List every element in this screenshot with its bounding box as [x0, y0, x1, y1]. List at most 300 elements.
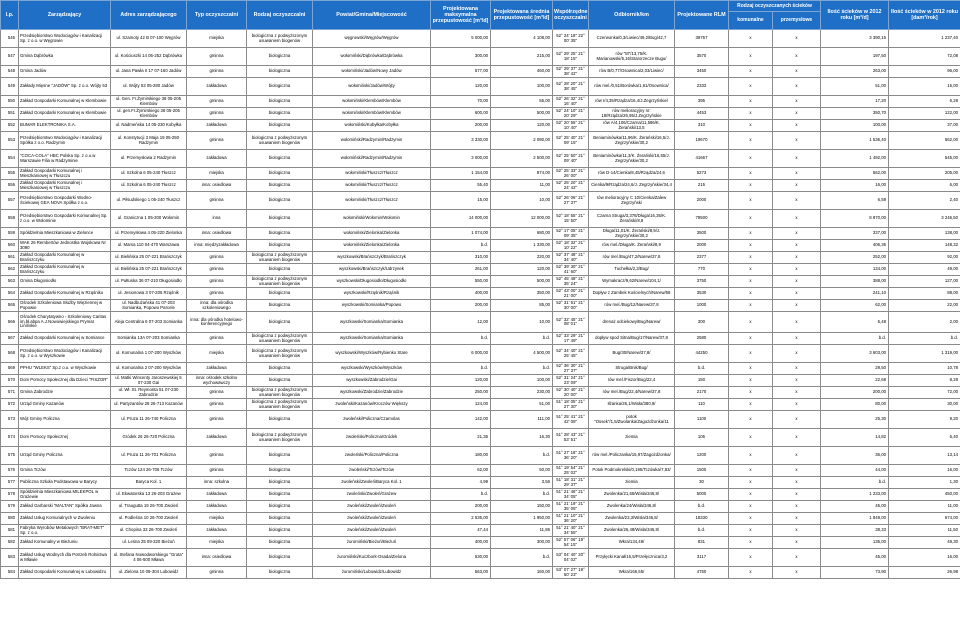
- cell-max-capacity: 142,00: [431, 411, 491, 429]
- cell-address: Aleja Centralna 6 07-203 Somianka: [111, 312, 187, 333]
- table-row: [1, 525, 960, 537]
- cell-receiver: Dopływ z Zambek Kościelnych/Narew/58: [589, 288, 675, 300]
- cell-industrial: x: [773, 66, 821, 78]
- cell-flow-m3: 45,00: [821, 501, 889, 513]
- cell-location: wyszkowski/Somianka/Somianka: [313, 312, 431, 333]
- cell-rlm: 5000: [675, 489, 729, 501]
- cell-plant-type: gminna: [187, 252, 247, 264]
- cell-industrial: x: [773, 168, 821, 180]
- cell-address: ul. Stefana Nowodworskiego "Grota" 4 06-500 Mława: [111, 549, 187, 567]
- cell-communal: x: [729, 264, 773, 276]
- table-row: [1, 333, 960, 345]
- cell-plant-type: miejska: [187, 30, 247, 48]
- table-row: [1, 168, 960, 180]
- cell-manager: Urząd Gminy Policzna: [19, 447, 111, 465]
- header-zarzadzajacy: Zarządzający: [19, 1, 111, 30]
- cell-address: ul. Komunalna 2 07-200 Wyszków: [111, 363, 187, 375]
- cell-communal: x: [729, 411, 773, 429]
- cell-avg-capacity: 11,86: [491, 525, 553, 537]
- cell-communal: x: [729, 300, 773, 312]
- cell-industrial: x: [773, 363, 821, 375]
- cell-industrial: x: [773, 537, 821, 549]
- cell-rlm: 2580: [675, 333, 729, 345]
- cell-communal: x: [729, 48, 773, 66]
- cell-address: ul. Jesionowa 3 07-205 Rząśnik: [111, 288, 187, 300]
- cell-plant-type: gminna: [187, 66, 247, 78]
- table-row: [1, 30, 960, 48]
- cell-address: ul. Zielona 10 09-304 Lubowidz: [111, 567, 187, 579]
- cell-communal: x: [729, 312, 773, 333]
- cell-industrial: x: [773, 288, 821, 300]
- cell-plant-type: inna: dla ośrodka szkoleniowego: [187, 300, 247, 312]
- cell-max-capacity: 180,00: [431, 447, 491, 465]
- cell-flow-m3: 562,00: [821, 168, 889, 180]
- cell-receiver: rów mel./Bug/12/Narew/37,8: [589, 300, 675, 312]
- cell-address: ul. Podleśna 10 26-700 Zwoleń: [111, 513, 187, 525]
- cell-row-number: 563: [1, 276, 19, 288]
- cell-rlm: 110: [675, 399, 729, 411]
- cell-flow-dam3: 450,00: [889, 489, 960, 501]
- cell-avg-capacity: 874,00: [491, 168, 553, 180]
- cell-communal: x: [729, 345, 773, 363]
- cell-manager: Urząd Gminy Kazanów: [19, 399, 111, 411]
- cell-flow-dam3: 88,00: [889, 288, 960, 300]
- cell-receiver: rów D-14/Cienka/8,45/Rządza/24,6: [589, 168, 675, 180]
- cell-flow-dam3: 22,00: [889, 300, 960, 312]
- cell-location: żuromiński/Bieżuń/Bieżuń: [313, 537, 431, 549]
- cell-industrial: x: [773, 96, 821, 108]
- cell-location: wołomiński/Zielonka/Zielonka: [313, 228, 431, 240]
- cell-plant-kind: biologiczna: [247, 96, 313, 108]
- cell-industrial: x: [773, 447, 821, 465]
- cell-receiver: Zwolenka/24/Wisła/346,8/: [589, 501, 675, 513]
- cell-location: wołomiński/Jadów/Nowy Jadów: [313, 66, 431, 78]
- cell-flow-dam3: 2,40: [889, 192, 960, 210]
- header-odbiornik: Odbiornik/km: [589, 1, 675, 30]
- cell-avg-capacity: 120,00: [491, 120, 553, 132]
- cell-plant-type: inna: osiedlowa: [187, 549, 247, 567]
- cell-plant-kind: biologiczna z podwyższonym usuwaniem biogenów: [247, 333, 313, 345]
- cell-row-number: 565: [1, 300, 19, 312]
- cell-flow-m3: 44,00: [821, 465, 889, 477]
- cell-receiver: Przyłęcki Kanał/15,5/Przełęcznica/3,2: [589, 549, 675, 567]
- cell-plant-type: gminna: [187, 411, 247, 429]
- cell-plant-kind: biologiczna: [247, 192, 313, 210]
- cell-plant-kind: biologiczna: [247, 288, 313, 300]
- table-row: [1, 363, 960, 375]
- cell-coordinates: 52° 31' 51'' 21° 30' 00'': [553, 300, 589, 312]
- cell-plant-type: zakładowa: [187, 501, 247, 513]
- cell-location: zwoleński/Tczów/Tczów: [313, 465, 431, 477]
- cell-coordinates: 52° 18' 55'' 21° 15' 50'': [553, 210, 589, 228]
- cell-location: zwoleński/Zwoleń/Zwoleń: [313, 525, 431, 537]
- cell-flow-m3: 388,00: [821, 276, 889, 288]
- cell-address: Tczów 124 26-706 Tczów: [111, 465, 187, 477]
- cell-flow-m3: 100,00: [821, 120, 889, 132]
- cell-receiver: Czerwonka/0,3/Liwiec/49,2/Bug/42,7: [589, 30, 675, 48]
- cell-row-number: 581: [1, 525, 19, 537]
- cell-flow-m3: 200,00: [821, 387, 889, 399]
- table-row: [1, 567, 960, 579]
- cell-rlm: 310: [675, 120, 729, 132]
- cell-rlm: 3450: [675, 66, 729, 78]
- table-header: [1, 1, 960, 30]
- cell-receiver: Wymakracz/9,62/Narew/104,1/: [589, 276, 675, 288]
- cell-location: zwoleński/Zwoleń/Grażew: [313, 489, 431, 501]
- cell-row-number: 576: [1, 465, 19, 477]
- cell-coordinates: 52° 26' 32'' 21° 16' 40'': [553, 96, 589, 108]
- cell-address: Gródek 26 26-720 Policzna: [111, 429, 187, 447]
- cell-max-capacity: 200,00: [431, 300, 491, 312]
- cell-max-capacity: 200,00: [431, 120, 491, 132]
- cell-flow-m3: 1 233,00: [821, 489, 889, 501]
- cell-communal: x: [729, 252, 773, 264]
- cell-plant-type: inna: [187, 210, 247, 228]
- cell-plant-type: zakładowa: [187, 120, 247, 132]
- cell-receiver: Iłżanka/26,1/Wisła/380,9/: [589, 399, 675, 411]
- cell-coordinates: 52° 20' 55'' 21° 10' 40'': [553, 120, 589, 132]
- cell-communal: x: [729, 447, 773, 465]
- cell-row-number: 577: [1, 477, 19, 489]
- cell-avg-capacity: 11,00: [491, 180, 553, 192]
- cell-avg-capacity: 220,00: [491, 252, 553, 264]
- cell-address: ul. Leśna 25 09-320 Bieżuń: [111, 537, 187, 549]
- cell-max-capacity: b.d.: [431, 489, 491, 501]
- table-row: [1, 549, 960, 567]
- cell-address: ul. Bielińska 25 07-221 Brańszczyk: [111, 252, 187, 264]
- cell-max-capacity: 21,35: [431, 429, 491, 447]
- cell-location: wołomiński/Radzymin/Radzymin: [313, 132, 431, 150]
- cell-row-number: 579: [1, 501, 19, 513]
- cell-row-number: 550: [1, 96, 19, 108]
- cell-location: wołomiński/Kobyłka/Kobyłka: [313, 120, 431, 132]
- cell-rlm: b.d.: [675, 501, 729, 513]
- table-body: [1, 30, 960, 579]
- cell-industrial: x: [773, 108, 821, 120]
- cell-communal: x: [729, 465, 773, 477]
- cell-manager: PPHU "WLEKS" Sp.z o.o. w Wyszkowie: [19, 363, 111, 375]
- cell-row-number: 571: [1, 387, 19, 399]
- cell-location: żuromiński/Kuczbork-Osada/Zielona: [313, 549, 431, 567]
- cell-coordinates: 52° 29' 25'' 21° 18' 15'': [553, 48, 589, 66]
- cell-manager: Ośrodek Charytatywno - Szkoleniowy Caritas im.bł.abpa A.J.Nowowiejskiego Prymat Lińińskie: [19, 312, 111, 333]
- cell-row-number: 572: [1, 399, 19, 411]
- table-row: [1, 150, 960, 168]
- cell-max-capacity: 200,00: [431, 501, 491, 513]
- cell-plant-kind: biologiczna: [247, 489, 313, 501]
- cell-flow-dam3: 148,32: [889, 240, 960, 252]
- cell-location: wołomiński/Jadów/Wójty: [313, 78, 431, 96]
- cell-plant-type: miejska: [187, 537, 247, 549]
- cell-rlm: 39767: [675, 30, 729, 48]
- cell-communal: x: [729, 180, 773, 192]
- cell-rlm: 44250: [675, 345, 729, 363]
- cell-flow-dam3: 37,00: [889, 120, 960, 132]
- cell-manager: Zakład Gospodarki Komunalnej w Brańszczyku: [19, 264, 111, 276]
- cell-industrial: x: [773, 525, 821, 537]
- header-rodzaj-sciekow: Rodzaj oczyszczanych ścieków: [729, 1, 821, 12]
- cell-max-capacity: 400,00: [431, 288, 491, 300]
- cell-coordinates: 52° 26' 06'' 21° 27' 37'': [553, 192, 589, 210]
- cell-manager: Ośrodek Szkoleniowa Służby Więziennej w Popowie: [19, 300, 111, 312]
- cell-plant-kind: biologiczna z podwyższonym usuwaniem biogenów: [247, 345, 313, 363]
- cell-coordinates: 52° 33' 29'' 21° 17' 49'': [553, 333, 589, 345]
- cell-flow-dam3: 562,00: [889, 132, 960, 150]
- cell-avg-capacity: b.d.: [491, 333, 553, 345]
- cell-location: wołomiński/Wołomin/Wołomin: [313, 210, 431, 228]
- cell-plant-kind: biologiczna: [247, 447, 313, 465]
- cell-flow-dam3: 10,78: [889, 363, 960, 375]
- cell-plant-type: miejska: [187, 168, 247, 180]
- cell-rlm: 300: [675, 312, 729, 333]
- cell-max-capacity: 47,44: [431, 525, 491, 537]
- header-lp: l.p.: [1, 1, 19, 30]
- cell-receiver: rów melioracyjny C 10/Cienka/Zalew Zegrzyński: [589, 192, 675, 210]
- cell-communal: x: [729, 375, 773, 387]
- table-row: [1, 399, 960, 411]
- cell-industrial: x: [773, 387, 821, 399]
- cell-avg-capacity: 120,00: [491, 264, 553, 276]
- cell-rlm: 3117: [675, 549, 729, 567]
- cell-address: ul. Ekwatorska 13 26-203 Grażew: [111, 489, 187, 501]
- cell-flow-dam3: 1,30: [889, 477, 960, 489]
- cell-flow-m3: 197,50: [821, 48, 889, 66]
- cell-avg-capacity: 300,00: [491, 537, 553, 549]
- cell-row-number: 561: [1, 252, 19, 264]
- cell-row-number: 573: [1, 411, 19, 429]
- cell-manager: Zakład Garbarski "MALTAN" Spółka Jawna: [19, 501, 111, 513]
- cell-receiver: rów mel./Bug/22,4/Narew/37,8: [589, 387, 675, 399]
- cell-manager: Zakład Gospodarki Komunalnej w Klembowie: [19, 108, 111, 120]
- cell-flow-m3: 25,30: [821, 411, 889, 429]
- cell-location: wyszkowski/Zabrodzie/Gai: [313, 375, 431, 387]
- cell-address: ul. Traugutta 19 26-700 Zwoleń: [111, 501, 187, 513]
- cell-max-capacity: 62,00: [431, 465, 491, 477]
- cell-industrial: x: [773, 30, 821, 48]
- cell-coordinates: 51° 18' 31'' 21° 29' 37'': [553, 477, 589, 489]
- table-row: [1, 537, 960, 549]
- cell-flow-dam3: 92,00: [889, 252, 960, 264]
- cell-plant-kind: biologiczna: [247, 78, 313, 96]
- cell-coordinates: 53° 07' 27'' 19° 50' 23'': [553, 567, 589, 579]
- cell-plant-kind: biologiczna: [247, 300, 313, 312]
- cell-flow-m3: 36,00: [821, 447, 889, 465]
- cell-max-capacity: 15,00: [431, 192, 491, 210]
- cell-plant-type: gminna: [187, 333, 247, 345]
- cell-industrial: x: [773, 399, 821, 411]
- cell-row-number: 547: [1, 48, 19, 66]
- cell-manager: Zakład Gospodarki Komunalnej w Rząśniku: [19, 288, 111, 300]
- cell-avg-capacity: 215,00: [491, 48, 553, 66]
- cell-plant-kind: biologiczna: [247, 48, 313, 66]
- cell-receiver: Czarna Struga/3,378/Długa/16,35/K. Żerański/8,9: [589, 210, 675, 228]
- cell-communal: x: [729, 240, 773, 252]
- cell-manager: Spółdzielnia Mieszkaniowa w Zielonce: [19, 228, 111, 240]
- table-row: [1, 132, 960, 150]
- cell-manager: Gmina Jadów: [19, 66, 111, 78]
- cell-communal: x: [729, 567, 773, 579]
- cell-max-capacity: b.d.: [431, 363, 491, 375]
- cell-max-capacity: 1 154,00: [431, 168, 491, 180]
- cell-flow-dam3: 11,00: [889, 501, 960, 513]
- cell-industrial: x: [773, 210, 821, 228]
- cell-avg-capacity: 10,00: [491, 192, 553, 210]
- cell-coordinates: 51° 27' 18'' 21° 36' 20'': [553, 447, 589, 465]
- table-row: [1, 429, 960, 447]
- cell-plant-type: miejska: [187, 345, 247, 363]
- cell-max-capacity: b.d.: [431, 240, 491, 252]
- cell-receiver: potok "Ossek"/1,5/Zwolanka/Zagożdżonka/11: [589, 411, 675, 429]
- cell-flow-m3: 241,10: [821, 288, 889, 300]
- header-adres: Adres zarządzającego: [111, 1, 187, 30]
- cell-industrial: x: [773, 477, 821, 489]
- header-ilosc-dam3: Ilość ścieków w 2012 roku [dam³/rok]: [889, 1, 960, 30]
- cell-rlm: 79500: [675, 210, 729, 228]
- cell-row-number: 560: [1, 240, 19, 252]
- cell-communal: x: [729, 30, 773, 48]
- cell-flow-dam3: 72,08: [889, 48, 960, 66]
- cell-row-number: 583: [1, 549, 19, 567]
- cell-plant-type: inna: osiedlowa: [187, 228, 247, 240]
- cell-rlm: 1100: [675, 411, 729, 429]
- cell-row-number: 580: [1, 513, 19, 525]
- cell-receiver: rów mel./Bug/47,2/Narew/37,8: [589, 252, 675, 264]
- cell-address: ul. Pruza 11 26-740 Policzna: [111, 411, 187, 429]
- cell-receiver: ziemia: [589, 477, 675, 489]
- cell-rlm: 30: [675, 477, 729, 489]
- table-row: [1, 513, 960, 525]
- cell-flow-m3: 62,00: [821, 300, 889, 312]
- cell-coordinates: 52° 57' 06'' 19° 54' 15'': [553, 537, 589, 549]
- cell-address: ul. Szkolna 6 05-240 Tłuszcz: [111, 180, 187, 192]
- cell-flow-m3: 6,59: [821, 192, 889, 210]
- cell-coordinates: 52° 29' 37'' 21° 38' 42'': [553, 66, 589, 78]
- cell-max-capacity: b.d.: [431, 333, 491, 345]
- cell-plant-kind: biologiczna z podwyższonym usuwaniem biogenów: [247, 387, 313, 399]
- cell-plant-kind: biologiczna: [247, 180, 313, 192]
- cell-rlm: 1500: [675, 465, 729, 477]
- cell-address: ul. Bielińska 25 07-221 Brańszczyk: [111, 264, 187, 276]
- cell-coordinates: 51° 25' 41'' 21° 42' 08'': [553, 411, 589, 429]
- cell-avg-capacity: 3,56: [491, 477, 553, 489]
- cell-plant-kind: biologiczna: [247, 411, 313, 429]
- cell-address: ul. Partyzantów 28 26-713 Kazanów: [111, 399, 187, 411]
- cell-max-capacity: 120,00: [431, 375, 491, 387]
- cell-location: wyszkowski/Somianka/Popowo: [313, 300, 431, 312]
- cell-location: wyszkowski/Wyszków/Wyszków: [313, 363, 431, 375]
- cell-avg-capacity: 4 500,00: [491, 345, 553, 363]
- cell-plant-kind: biologiczna: [247, 168, 313, 180]
- cell-manager: Zakład Gospodarki Komunalnej w Lubowidzu: [19, 567, 111, 579]
- cell-row-number: 552: [1, 120, 19, 132]
- cell-manager: Zakład Gospodarki Komunalnej i Mieszkaniowej w Tłuszczu: [19, 180, 111, 192]
- cell-industrial: x: [773, 345, 821, 363]
- cell-receiver: rów mel./0,51/Borówka/1,61/Osownica/: [589, 78, 675, 96]
- cell-manager: Przedsiębiorstwo Gospodarki Wodno-Ściekowej GEA NOVA Spółka z o.o.: [19, 192, 111, 210]
- header-ilosc-m3: Ilość ścieków w 2012 roku [m³/d]: [821, 1, 889, 30]
- cell-receiver: Beniaminówka/11,96/K. Żerański/16,5/J. Zegrzyńskie/30,2: [589, 132, 675, 150]
- cell-industrial: x: [773, 78, 821, 96]
- cell-row-number: 562: [1, 264, 19, 276]
- table-row: [1, 96, 960, 108]
- cell-manager: Przedsiębiorstwo Wodociągów i Kanalizacji Sp. z o.o. w Wyszkowie: [19, 345, 111, 363]
- cell-communal: x: [729, 150, 773, 168]
- cell-address: ul. Graniczna 1 05-200 Wołomin: [111, 210, 187, 228]
- table-row: [1, 387, 960, 399]
- cell-plant-type: gminna: [187, 192, 247, 210]
- cell-manager: Zakład Gospodarki Komunalnej w Somiance: [19, 333, 111, 345]
- table-row: [1, 312, 960, 333]
- cell-plant-kind: biologiczna z podwyższonym usuwaniem biogenów: [247, 30, 313, 48]
- cell-rlm: 5273: [675, 168, 729, 180]
- cell-rlm: 2000: [675, 192, 729, 210]
- cell-flow-dam3: 49,00: [889, 264, 960, 276]
- cell-avg-capacity: 1 950,00: [491, 513, 553, 525]
- cell-industrial: x: [773, 192, 821, 210]
- cell-flow-dam3: 13,14: [889, 447, 960, 465]
- table-row: [1, 228, 960, 240]
- cell-communal: x: [729, 477, 773, 489]
- cell-coordinates: 52° 17' 05'' 21° 09' 35'': [553, 228, 589, 240]
- cell-avg-capacity: 2 500,00: [491, 150, 553, 168]
- cell-communal: x: [729, 399, 773, 411]
- cell-communal: x: [729, 525, 773, 537]
- cell-receiver: rów mel./Długa/K. Żerański/8,9: [589, 240, 675, 252]
- cell-plant-type: gminna: [187, 465, 247, 477]
- cell-location: wyszkowski/Długosiodło/Długosiodło: [313, 276, 431, 288]
- table-row: [1, 108, 960, 120]
- cell-industrial: x: [773, 252, 821, 264]
- cell-location: zwoleński/Zwoleń/Zwoleń: [313, 501, 431, 513]
- cell-flow-m3: 134,00: [821, 264, 889, 276]
- cell-flow-dam3: 11,50: [889, 525, 960, 537]
- cell-coordinates: 52° 18' 32'' 21° 10' 22'': [553, 240, 589, 252]
- cell-industrial: x: [773, 549, 821, 567]
- cell-address: Somianka 13A 07-203 Somianka: [111, 333, 187, 345]
- cell-row-number: 569: [1, 363, 19, 375]
- cell-location: zwoleński/Policzna/Czarnolas: [313, 411, 431, 429]
- cell-plant-type: inna: dla ośrodka hotelowo-konferencyjnego: [187, 312, 247, 333]
- cell-avg-capacity: 500,00: [491, 108, 553, 120]
- cell-flow-dam3: 16,00: [889, 549, 960, 567]
- cell-avg-capacity: b.d.: [491, 447, 553, 465]
- cell-coordinates: 52° 39' 30'' 21° 41' 60'': [553, 264, 589, 276]
- cell-max-capacity: 577,00: [431, 66, 491, 78]
- cell-plant-type: zakładowa: [187, 489, 247, 501]
- cell-row-number: 575: [1, 447, 19, 465]
- cell-max-capacity: 3 330,00: [431, 132, 491, 150]
- cell-plant-kind: biologiczna z podwyższonym usuwaniem biogenów: [247, 429, 313, 447]
- cell-communal: x: [729, 513, 773, 525]
- cell-flow-dam3: 1 319,00: [889, 345, 960, 363]
- cell-location: wyszkowski/Rząśnik/Rząśnik: [313, 288, 431, 300]
- cell-industrial: x: [773, 132, 821, 150]
- cell-plant-kind: biologiczna z podwyższonym usuwaniem biogenów: [247, 276, 313, 288]
- cell-address: ul. Piłsudskiego 1 05-240 Tłuszcz: [111, 192, 187, 210]
- cell-manager: Gmina Tczów: [19, 465, 111, 477]
- cell-row-number: 548: [1, 66, 19, 78]
- cell-flow-m3: 29,50: [821, 363, 889, 375]
- cell-manager: Zakłady Mięsne "JADÓW" Sp. z o.o. Wójty 53: [19, 78, 111, 96]
- cell-location: zwoleński/Policzna/Policzna: [313, 447, 431, 465]
- cell-rlm: 770: [675, 264, 729, 276]
- cell-max-capacity: 261,00: [431, 264, 491, 276]
- cell-location: wołomiński/Tłuszcz/Tłuszcz: [313, 168, 431, 180]
- cell-communal: x: [729, 210, 773, 228]
- cell-avg-capacity: 100,00: [491, 78, 553, 96]
- table-row: [1, 192, 960, 210]
- cell-avg-capacity: b.d.: [491, 363, 553, 375]
